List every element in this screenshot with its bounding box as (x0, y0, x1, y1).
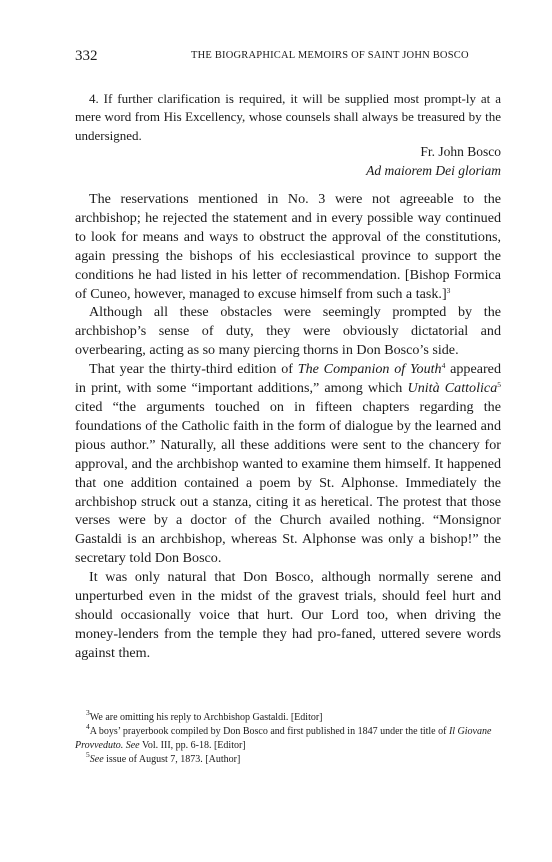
newspaper-title: Unità Cattolica (407, 380, 498, 397)
paragraph-text: That year the thirty-third edition of (89, 361, 298, 378)
footnote (75, 708, 501, 725)
footnote-ref: 3 (446, 285, 451, 295)
book-title: Il Giovane Provveduto. (75, 726, 492, 751)
footnote-text: issue of August 7, 1873. [Author] (103, 754, 241, 765)
main-text (75, 190, 501, 663)
page-number: 332 (75, 48, 98, 64)
footnote (75, 722, 501, 753)
see-reference: See (89, 754, 104, 765)
page-header (75, 48, 497, 68)
paragraph-text: appeared in print, with some “important additions,” among which (75, 361, 501, 397)
footnote-ref: 5 (497, 380, 501, 390)
footnote-number: 5 (86, 750, 90, 759)
book-title: The Companion of Youth (297, 361, 442, 378)
footnote-text: A boys’ prayerbook compiled by Don Bosco and first published in 1847 under the title of (89, 726, 449, 737)
paragraph-text: The reservations mentioned in No. 3 were not agreeable to the archbishop; he rejected the statement and in every possible way continued to look for means and ways to obstruct the approval of the constitutions, again pressing the bishops of his ecclesiastical province to support the conditions he had listed in his letter of recommendation. [Bishop Formica of Cuneo, however, managed to excuse himself from such a task.] (75, 191, 501, 302)
footnote-number: 3 (86, 708, 90, 717)
paragraph-text: cited “the arguments touched on in fifteen chapters regarding the foundations of the Catholic faith in the form of dialogue by the learned and pious author.” Naturally, all these additions were sent to the chancery for approval, and the archbishop wanted to examine them himself. It happened that one addition contained a poem by St. Alphonse. Immediately the archbishop struck out a stanza, citing it as heretical. The protest that those verses were by a doctor of the Church availed nothing. “Monsignor Gastaldi is an archbishop, whereas St. Alphonse was only a bishop!” the secretary told Don Bosco. (75, 398, 501, 567)
signature-motto: Ad maiorem Dei gloriam (366, 162, 501, 178)
footnotes (75, 708, 501, 767)
footnote (75, 750, 501, 767)
letter-point-4 (75, 90, 501, 145)
see-reference: See (125, 740, 140, 751)
paragraph (75, 360, 501, 568)
footnote-number: 4 (86, 722, 90, 731)
point-4-text: 4. If further clarification is required, it will be supplied most prompt-ly at a mere word from His Excellency, whose counsels shall always be treasured by the undersigned. (75, 91, 501, 143)
footnote-ref: 4 (441, 361, 446, 371)
paragraph: Although all these obstacles were seemingly prompted by the archbishop’s sense of duty, they were obviously dictatorial and overbearing, acting as so many piercing thorns in Don Bosco’s side. (75, 304, 501, 359)
footnote-text: Vol. III, pp. 6-18. [Editor] (139, 740, 246, 751)
signature-name: Fr. John Bosco (420, 144, 501, 159)
paragraph (75, 190, 501, 303)
footnote-text: We are omitting his reply to Archbishop Gastaldi. [Editor] (89, 712, 323, 723)
paragraph: It was only natural that Don Bosco, although normally serene and unperturbed even in the midst of the gravest trials, should feel hurt and should occasionally voice that hurt. Our Lord too, when driving the money-lenders from the temple they had pro-faned, uttered severe words against them. (75, 569, 501, 661)
signature-block (366, 143, 501, 180)
running-title: THE BIOGRAPHICAL MEMOIRS OF SAINT JOHN BOSCO (191, 50, 469, 61)
